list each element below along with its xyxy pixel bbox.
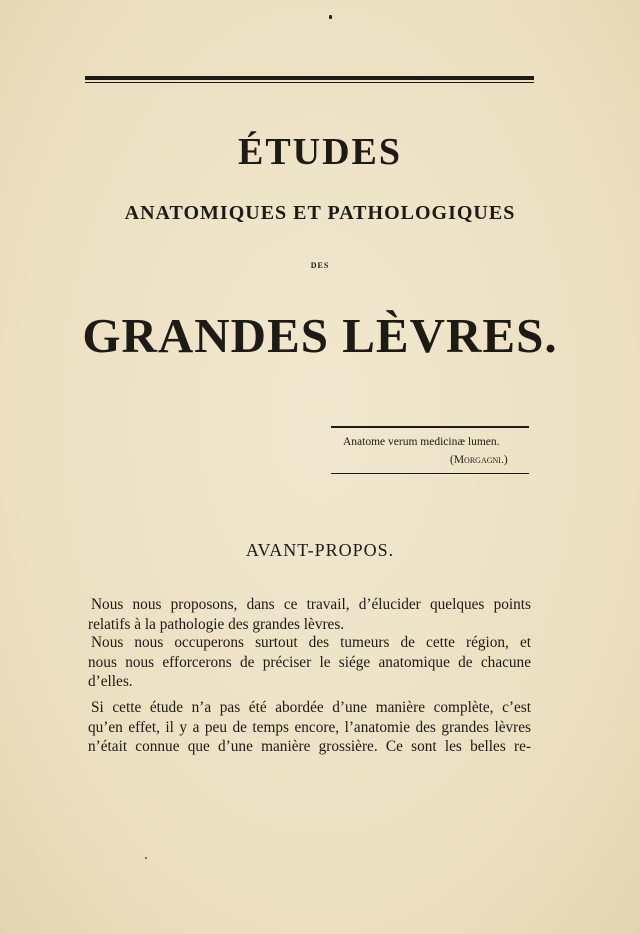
- top-thin-rule: [85, 82, 534, 83]
- paragraph-line: nous nous efforcerons de préciser le siége anatomique de chacune: [88, 653, 531, 671]
- title-des: DES: [310, 261, 330, 270]
- paragraph-line: relatifs à la pathologie des grandes lèvres.: [88, 615, 345, 633]
- paper-speck: [145, 857, 147, 859]
- title-subtitle: ANATOMIQUES ET PATHOLOGIQUES: [124, 202, 516, 224]
- epigraph-bottom-rule: [331, 473, 529, 474]
- title-etudes: ÉTUDES: [237, 131, 403, 173]
- paragraph-line: qu’en effet, il y a peu de temps encore, l’anatomie des grandes lèvres: [88, 718, 531, 736]
- paragraph-line: Nous nous occuperons surtout des tumeurs de cette région, et: [91, 634, 531, 651]
- epigraph-author: (Morgagni.): [450, 454, 508, 466]
- epigraph-quote: Anatome verum medicinæ lumen.: [343, 436, 500, 448]
- top-thick-rule: [85, 76, 534, 80]
- paragraph-line: d’elles.: [88, 673, 133, 690]
- paragraph-line: n’était connue que d’une manière grossière. Ce sont les belles re-: [88, 738, 531, 755]
- title-main: GRANDES LÈVRES.: [82, 308, 558, 363]
- paragraph-2: [88, 633, 531, 692]
- paragraph-3: [88, 698, 531, 757]
- epigraph-top-rule: [331, 426, 529, 428]
- paragraph-1: [88, 595, 531, 634]
- paragraph-line: Nous nous proposons, dans ce travail, d’élucider quelques points: [91, 596, 531, 613]
- ink-speck: [329, 15, 332, 19]
- paragraph-line: Si cette étude n’a pas été abordée d’une manière complète, c’est: [91, 699, 531, 716]
- section-heading: AVANT-PROPOS.: [245, 540, 395, 560]
